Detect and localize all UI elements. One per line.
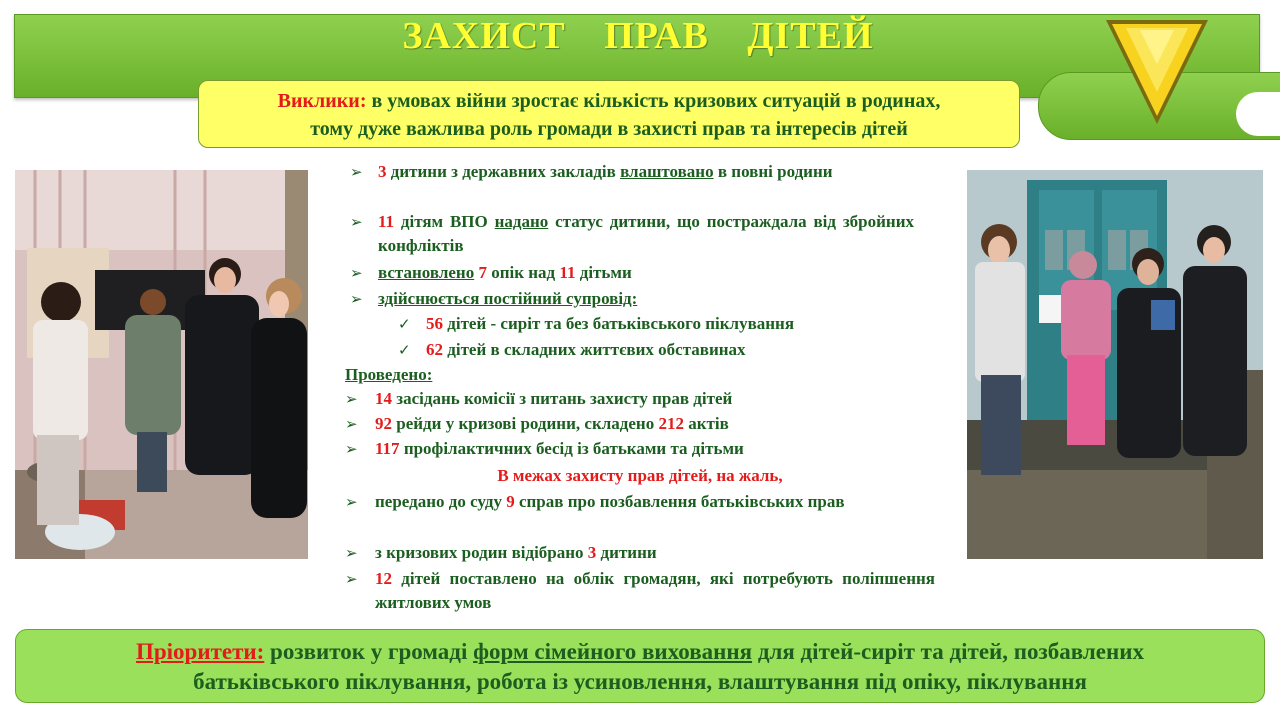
- list-item-text: [378, 261, 914, 285]
- list-item-text: [378, 210, 914, 258]
- text-part: засідань комісії з питань захисту прав дітей: [392, 389, 733, 408]
- text-part: з кризових родин відібрано: [375, 543, 588, 562]
- underlined-text: здійснюється постійний супровід:: [378, 289, 638, 308]
- arrowhead-bullet-icon: ➢: [350, 290, 363, 308]
- text-part: розвиток у громаді: [264, 639, 474, 664]
- decorative-pill-cutout: [1236, 92, 1280, 136]
- yellow-triangle-logo-icon: [1104, 18, 1210, 126]
- count-value: 3: [378, 162, 387, 181]
- arrowhead-bullet-icon: ➢: [350, 163, 363, 181]
- list-item-text: [426, 312, 914, 336]
- text-part: дітей поставлено на облік громадян, які потребують поліпшення житлових умов: [375, 569, 935, 612]
- text-part: дітьми: [575, 263, 632, 282]
- text-part: опік над: [486, 263, 560, 282]
- text-part: дітей в складних життєвих обставинах: [443, 340, 746, 359]
- list-item-text: [375, 490, 935, 514]
- list-item-text: [375, 541, 935, 565]
- sub-list-item: [340, 312, 940, 336]
- underlined-text: встановлено: [378, 263, 475, 282]
- arrowhead-bullet-icon: ➢: [350, 264, 363, 282]
- text-part: статус дитини, що постраждала від збройних конфліктів: [378, 212, 915, 255]
- text-part: дітям ВПО: [394, 212, 495, 231]
- count-value: 212: [658, 414, 684, 433]
- list-item: [340, 160, 940, 208]
- count-value: 7: [478, 263, 487, 282]
- photo-home-visit: [15, 170, 308, 559]
- count-value: 56: [426, 314, 443, 333]
- check-bullet-icon: ✓: [398, 315, 411, 333]
- challenges-box: [198, 80, 1020, 148]
- list-item-text: [375, 387, 935, 411]
- list-item: [340, 541, 940, 565]
- section-heading: [340, 363, 940, 387]
- note-line: [340, 464, 940, 488]
- text-part: передано до суду: [375, 492, 507, 511]
- text-part: дитини з державних закладів: [386, 162, 621, 181]
- priorities-lead: Пріоритети:: [135, 639, 265, 664]
- list-item-text: [378, 287, 914, 311]
- count-value: 62: [426, 340, 443, 359]
- challenges-lead: Виклики:: [277, 90, 367, 112]
- arrowhead-bullet-icon: ➢: [345, 390, 358, 408]
- underlined-text: надано: [494, 212, 549, 231]
- text-part: дитини: [596, 543, 657, 562]
- list-item: [340, 490, 940, 538]
- count-value: 3: [587, 543, 597, 562]
- arrowhead-bullet-icon: ➢: [345, 493, 358, 511]
- underlined-text: влаштовано: [620, 162, 714, 181]
- arrowhead-bullet-icon: ➢: [345, 440, 358, 458]
- count-value: 11: [378, 212, 395, 231]
- count-value: 9: [506, 492, 515, 511]
- arrowhead-bullet-icon: ➢: [345, 544, 358, 562]
- text-part: дітей - сиріт та без батьківського піклування: [443, 314, 795, 333]
- count-value: 12: [375, 569, 392, 588]
- list-item: [340, 387, 940, 411]
- sub-list-item: [340, 338, 940, 362]
- count-value: 92: [375, 414, 392, 433]
- text-part: для дітей-сиріт та дітей, позбавлених: [752, 639, 1145, 664]
- page-title: ЗАХИСТ ПРАВ ДІТЕЙ: [402, 15, 874, 57]
- text-part: рейди у кризові родини, складено: [392, 414, 659, 433]
- count-value: 117: [375, 439, 400, 458]
- underlined-text: форм сімейного виховання: [473, 639, 753, 664]
- priorities-line-1: [16, 637, 1264, 667]
- list-item-text: [375, 412, 935, 436]
- text-part: профілактичних бесід із батьками та дітьми: [399, 439, 744, 458]
- count-value: 11: [559, 263, 576, 282]
- challenges-line-1: [199, 87, 1019, 115]
- priorities-box: [15, 629, 1265, 703]
- list-item-text: [375, 437, 935, 461]
- list-item-text: [378, 160, 914, 184]
- list-item: [340, 210, 940, 258]
- text-part: актів: [683, 414, 729, 433]
- list-item: [340, 567, 940, 615]
- conducted-heading: Проведено:: [345, 365, 433, 384]
- check-bullet-icon: ✓: [398, 341, 411, 359]
- list-item: [340, 287, 940, 311]
- list-item: [340, 412, 940, 436]
- arrowhead-bullet-icon: ➢: [345, 415, 358, 433]
- challenges-line-2: тому дуже важлива роль громади в захисті прав та інтересів дітей: [310, 118, 908, 140]
- list-item-text: [375, 567, 935, 615]
- text-part: в повні родини: [713, 162, 833, 181]
- list-item: [340, 261, 940, 285]
- text-part: справ про позбавлення батьківських прав: [514, 492, 845, 511]
- challenges-text-1: в умовах війни зростає кількість кризових ситуацій в родинах,: [366, 90, 941, 112]
- list-item: [340, 437, 940, 461]
- arrowhead-bullet-icon: ➢: [345, 570, 358, 588]
- list-item-text: [426, 338, 914, 362]
- arrowhead-bullet-icon: ➢: [350, 213, 363, 231]
- priorities-line-2: батьківського піклування, робота із усиновлення, влаштування під опіку, піклування: [193, 669, 1087, 694]
- unfortunately-note: В межах захисту прав дітей, на жаль,: [497, 466, 783, 485]
- count-value: 14: [375, 389, 392, 408]
- photo-family-visit: [967, 170, 1263, 559]
